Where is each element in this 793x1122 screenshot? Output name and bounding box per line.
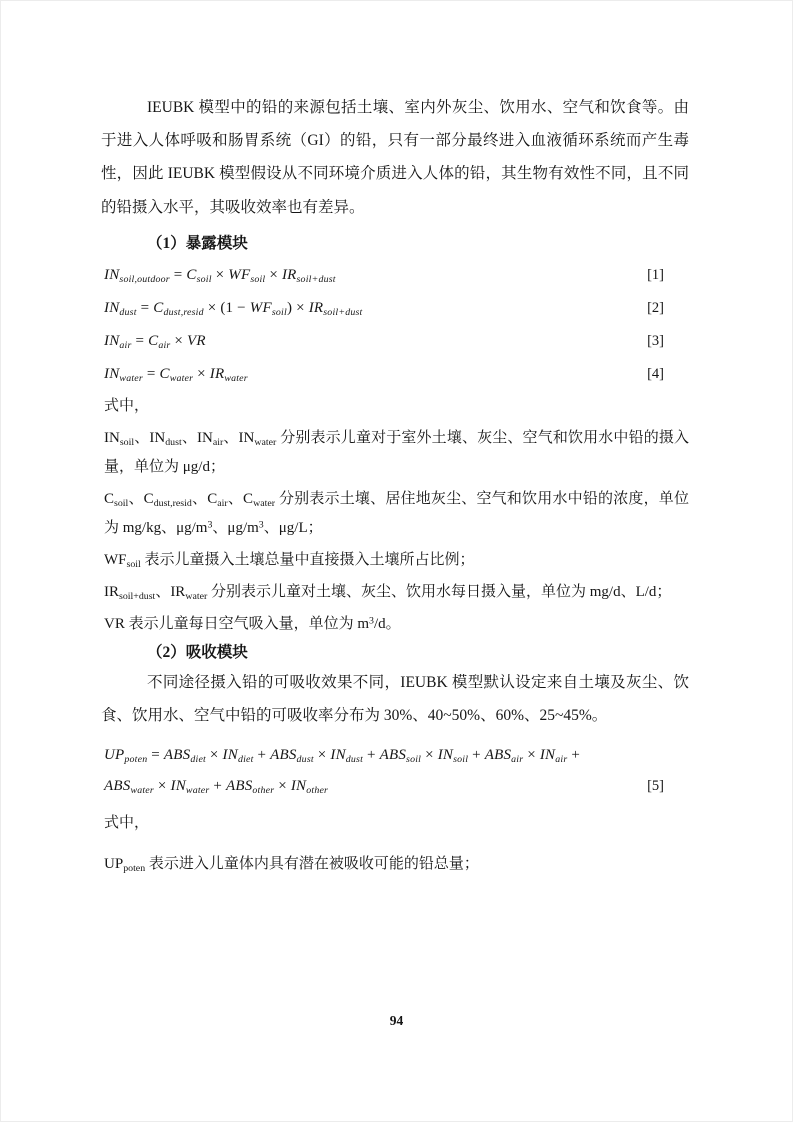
intro-paragraph: IEUBK 模型中的铅的来源包括土壤、室内外灰尘、饮用水、空气和饮食等。由于进入人体呼吸和肠胃系统（GI）的铅，只有一部分最终进入血液循环系统而产生毒性，因此 IEUBK 模型假设从不同环境介质进入人体的铅，其生物有效性不同，且不同的铅摄入水平，其吸收效率也有差异。 [101,99,689,216]
definition-ventilation-rate: VR 表示儿童每日空气吸入量，单位为 $m^3/d$。 [104,615,401,632]
where-label-1: 式中， [104,397,150,414]
equation-5 [101,740,689,802]
definition-up-poten: $UP_{poten}$ 表示进入儿童体内具有潜在被吸收可能的铅总量； [104,855,479,874]
definition-concentration-terms: $C_{soil}$、$C_{dust,resid}$、$C_{air}$、$C_{water}$ 分别表示土壤、居住地灰尘、空气和饮用水中铅的浓度，单位为 mg/kg、$\mu g/m^3$、$\mu g/m^3$、μg/L； [104,490,689,536]
equation-3-number: [3] [647,332,664,349]
definition-weighting-factor: $WF_{soil}$ 表示儿童摄入土壤总量中直接摄入土壤所占比例； [104,551,475,570]
equation-1-formula: $IN_{soil,outdoor} = C_{soil} \times WF_{soil} \times IR_{soil+dust}$ [104,266,336,285]
equation-2 [104,292,664,325]
where-label-2: 式中， [104,814,150,831]
equation-3-formula: $IN_{air} = C_{air}$ × VR [104,332,206,351]
absorption-paragraph: 不同途径摄入铅的可吸收效果不同，IEUBK 模型默认设定来自土壤及灰尘、饮食、饮用水、空气中铅的可吸收率分布为 30%、40~50%、60%、25~45%。 [101,673,689,724]
equation-2-number: [2] [647,299,664,316]
equation-4 [104,358,664,391]
definition-intake-terms: $IN_{soil}$、$IN_{dust}$、$IN_{air}$、$IN_{water}$ 分别表示儿童对于室外土壤、灰尘、空气和饮用水中铅的摄入量，单位为 μg/d； [104,429,690,475]
definition-ingestion-rates: $IR_{soil+dust}$、$IR_{water}$ 分别表示儿童对土壤、灰尘、饮用水每日摄入量，单位为 mg/d、L/d； [104,583,672,602]
equation-3 [104,325,664,358]
equation-4-number: [4] [647,365,664,382]
equation-2-formula: $IN_{dust} = C_{dust,resid} \times (1 - WF_{soil}) \times IR_{soil+dust}$ [104,299,363,318]
equation-5-line-1: $UP_{poten} = ABS_{diet} \times IN_{diet} + ABS_{dust} \times IN_{dust} + ABS_{soil} \times IN_{soil} + ABS_{air} \times IN_{air}$ + [104,746,581,765]
equation-1 [104,259,664,292]
equation-1-number: [1] [647,266,664,283]
equation-5-line-2-row [104,771,664,802]
equation-5-line-2: $ABS_{water} \times IN_{water} + ABS_{other} \times IN_{other}$ [104,777,329,796]
section-2-heading: （2）吸收模块 [147,643,248,661]
section-1-heading: （1）暴露模块 [147,234,248,252]
equation-5-number: [5] [647,777,664,794]
equation-4-formula: $IN_{water} = C_{water} \times IR_{water}$ [104,365,248,384]
exposure-equations [101,259,689,391]
page-number: 94 [389,1013,404,1028]
